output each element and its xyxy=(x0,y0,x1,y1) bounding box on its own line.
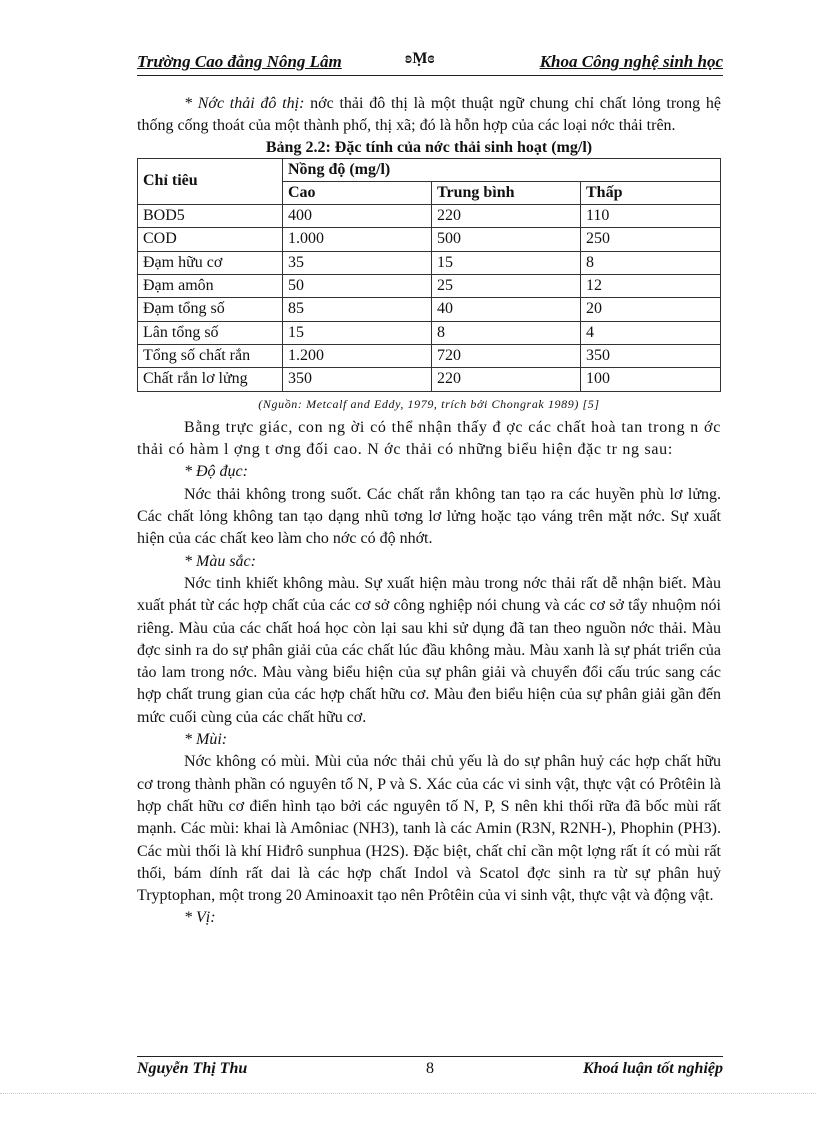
intro-paragraph xyxy=(137,93,721,138)
cell-name: BOD5 xyxy=(138,205,283,228)
table-row xyxy=(138,275,721,298)
cell-tb: 15 xyxy=(432,251,581,274)
paragraph-mui: Nớc không có mùi. Mùi của nớc thải chủ yếu là do sự phân huỷ các hợp chất hữu cơ trong thành phần có nguyên tố N, P và S. Xác của các vi sinh vật, thực vật có Prôtêin là hợp chất hữu cơ điển hình tạo bởi các nguyên tố N, P, S nên khi thối rữa đã bốc mùi rất mạnh. Các mùi: khai là Amôniac (NH3), tanh là các Amin (R3N, R2NH-), Phophin (PH3). Các mùi thối là khí Hiđrô sunphua (H2S). Đặc biệt, chất chỉ cần một lợng rất ít có mùi rất thối, bám dính rất dai là các hợp chất Indol và Scatol đợc sinh ra từ sự phân huỷ Tryptophan, một trong 20 Aminoaxit tạo nên Prôtêin của vi sinh vật, thực vật và động vật. xyxy=(137,753,721,905)
cell-tb: 8 xyxy=(432,321,581,344)
cell-thap: 8 xyxy=(581,251,721,274)
cell-name: Đạm hữu cơ xyxy=(138,251,283,274)
col-indicator: Chỉ tiêu xyxy=(138,158,283,205)
header-school: Trường Cao đẳng Nông Lâm xyxy=(137,52,342,71)
cell-thap: 110 xyxy=(581,205,721,228)
col-group: Nồng độ (mg/l) xyxy=(283,158,721,181)
cell-cao: 85 xyxy=(283,298,432,321)
cell-name: Đạm amôn xyxy=(138,275,283,298)
cell-tb: 720 xyxy=(432,344,581,367)
intro-label: * Nớc thải đô thị: xyxy=(184,95,305,112)
header-faculty: Khoa Công nghệ sinh học xyxy=(539,52,723,71)
table-row xyxy=(138,344,721,367)
intro-text: nớc thải đô thị là một thuật ngữ chung chỉ chất lỏng trong hệ thống cống thoát của một thành phố, thị xã; đó là hỗn hợp của các loại nớc thải trên. xyxy=(137,95,721,135)
page-header xyxy=(137,52,723,74)
cell-cao: 50 xyxy=(283,275,432,298)
paragraph-intro-observation: Bằng trực giác, con ng ời có thể nhận thấy đ ợc các chất hoà tan trong n ớc thải có hàm l ợng t ơng đối cao. N ớc thải có những biểu hiện đặc tr ng sau: xyxy=(137,418,721,459)
paragraph-doduc: Nớc thải không trong suốt. Các chất rắn không tan tạo ra các huyền phù lơ lửng. Các chất lỏng không tan tạo dạng nhũ tơng lơ lửng hoặc tạo váng trên mặt nớc. Sự xuất hiện của các chất keo làm cho nớc có độ nhớt. xyxy=(137,485,721,548)
header-divider xyxy=(137,75,723,76)
paragraph-mausac: Nớc tinh khiết không màu. Sự xuất hiện màu trong nớc thải rất dễ nhận biết. Màu xuất phát từ các hợp chất của các cơ sở công nghiệp nói chung và các cơ sở tẩy nhuộm nói riêng. Màu của các chất hoá học còn lại sau khi sử dụng đã tan theo nguồn nớc thải. Màu đợc sinh ra do sự phân giải của các chất lúc đầu không màu. Màu xanh là sự phát triển của tảo lam trong nớc. Màu vàng biểu hiện của sự phân giải và chuyển đổi cấu trúc sang các hợp chất trung gian của các hợp chất hữu cơ. Màu đen biểu hiện của sự phân giải gần đến mức cuối cùng của các chất hữu cơ. xyxy=(137,574,721,726)
heading-doduc: * Độ đục: xyxy=(184,463,248,481)
heading-mausac: * Màu sắc: xyxy=(184,552,256,570)
col-thap: Thấp xyxy=(581,181,721,204)
cell-tb: 220 xyxy=(432,368,581,391)
page-body xyxy=(137,93,721,930)
cell-thap: 350 xyxy=(581,344,721,367)
cell-cao: 15 xyxy=(283,321,432,344)
table-row xyxy=(138,368,721,391)
heading-vi: * Vị: xyxy=(184,909,216,927)
col-tb: Trung bình xyxy=(432,181,581,204)
cell-tb: 500 xyxy=(432,228,581,251)
footer-divider xyxy=(137,1056,723,1057)
table-row xyxy=(138,251,721,274)
footer-thesis: Khoá luận tốt nghiệp xyxy=(582,1060,723,1077)
cell-cao: 1.000 xyxy=(283,228,432,251)
table-row xyxy=(138,298,721,321)
page-footer xyxy=(137,1060,723,1080)
cell-thap: 100 xyxy=(581,368,721,391)
cell-name: Tổng số chất rắn xyxy=(138,344,283,367)
table-caption: Bảng 2.2: Đặc tính của nớc thải sinh hoạt (mg/l) xyxy=(265,138,593,156)
cell-tb: 25 xyxy=(432,275,581,298)
cell-cao: 35 xyxy=(283,251,432,274)
footer-author: Nguyễn Thị Thu xyxy=(137,1060,248,1077)
table-row xyxy=(138,205,721,228)
cell-cao: 350 xyxy=(283,368,432,391)
cell-name: COD xyxy=(138,228,283,251)
cell-thap: 12 xyxy=(581,275,721,298)
heading-mui: * Mùi: xyxy=(184,731,228,749)
cell-tb: 40 xyxy=(432,298,581,321)
table-source: (Nguồn: Metcalf and Eddy, 1979, trích bởi Chongrak 1989) [5] xyxy=(258,396,600,411)
cell-thap: 20 xyxy=(581,298,721,321)
cell-thap: 250 xyxy=(581,228,721,251)
cell-name: Chất rắn lơ lửng xyxy=(138,368,283,391)
cell-thap: 4 xyxy=(581,321,721,344)
page-edge xyxy=(0,1093,816,1094)
wastewater-table xyxy=(137,158,721,392)
page-number: 8 xyxy=(426,1060,434,1077)
cell-cao: 1.200 xyxy=(283,344,432,367)
cell-tb: 220 xyxy=(432,205,581,228)
cell-name: Đạm tổng số xyxy=(138,298,283,321)
cell-name: Lân tổng số xyxy=(138,321,283,344)
header-logo-icon: ʚṂɞ xyxy=(405,50,435,67)
table-row xyxy=(138,321,721,344)
cell-cao: 400 xyxy=(283,205,432,228)
col-cao: Cao xyxy=(283,181,432,204)
table-row xyxy=(138,228,721,251)
table-header-row xyxy=(138,158,721,181)
